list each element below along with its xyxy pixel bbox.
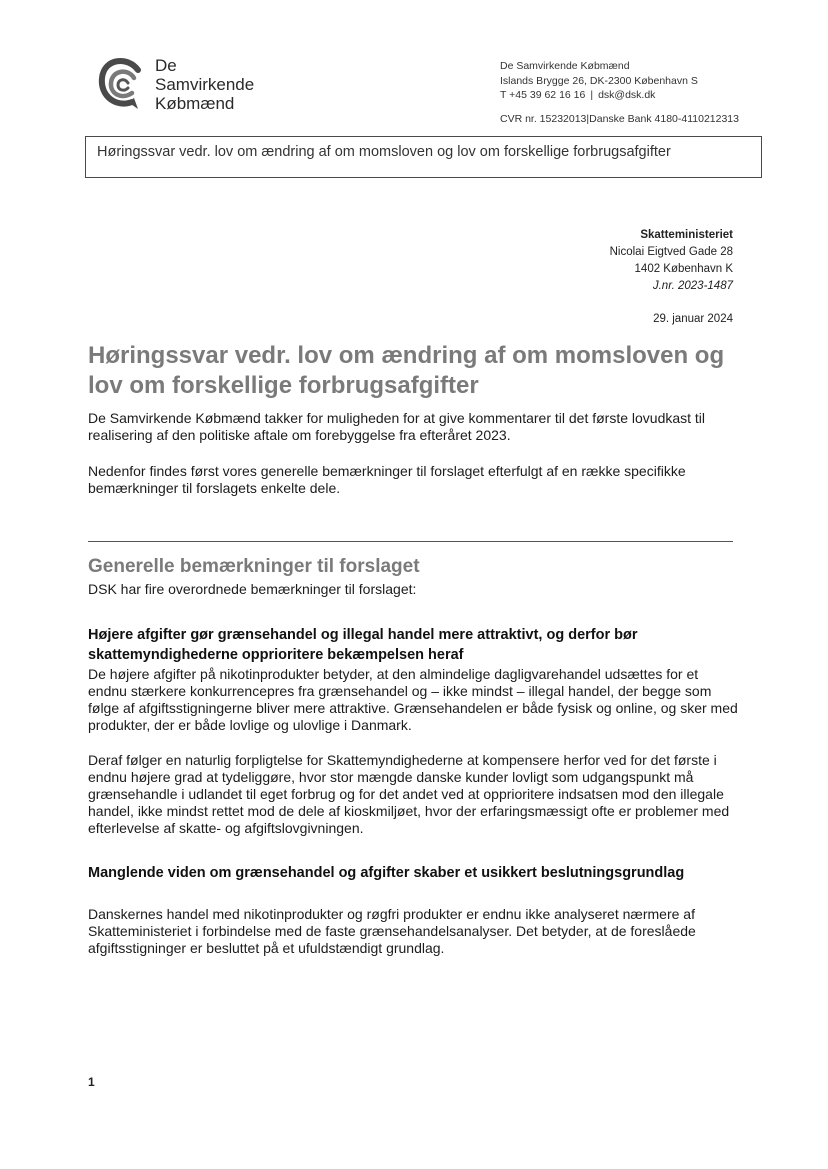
dsk-swirl-logo-icon xyxy=(98,56,144,112)
page-title: Høringssvar vedr. lov om ændring af om momsloven og lov om forskellige forbrugsafgifter xyxy=(88,342,725,399)
sender-registration: CVR nr. 15232013|Danske Bank 4180-4110212313 xyxy=(500,113,739,125)
general-lead: DSK har fire overordnede bemærkninger til forslaget: xyxy=(88,581,417,597)
intro-paragraph-2: Nedenfor findes først vores generelle bemærkninger til forslaget efterfulgt af en række specifikke bemærkninger til forslagets enkelte dele. xyxy=(88,463,686,496)
point-1-paragraph-1: De højere afgifter på nikotinprodukter betyder, at den almindelige dagligvarehandel udsættes for et endnu stærkere konkurrencepres fra grænsehandel og – ikke mindst – illegal handel, der begge som følge af afgiftsstigningerne bliver mere attraktive. Grænsehandelen er både fysisk og online, og sker med produkter, der er både lovlige og ulovlige i Danmark. xyxy=(88,666,738,733)
intro-paragraph-1: De Samvirkende Købmænd takker for muligheden for at give kommentarer til det første lovudkast til realisering af den politiske aftale om forebyggelse fra efteråret 2023. xyxy=(88,410,706,443)
logo-line-3: Købmænd xyxy=(155,94,235,113)
sender-address: Islands Brygge 26, DK-2300 København S xyxy=(500,74,698,87)
sender-block: De Samvirkende Købmænd Islands Brygge 26, DK-2300 København S T +45 39 62 16 16 | dsk@dsk.dk xyxy=(500,60,698,101)
point-1-heading: Højere afgifter gør grænsehandel og illegal handel mere attraktivt, og derfor bør skattemyndighederne opprioritere bekæmpelsen heraf xyxy=(88,627,638,663)
logo-line-2: Samvirkende xyxy=(155,75,255,94)
recipient-org: Skatteministeriet xyxy=(640,229,733,241)
sender-cvr: CVR nr. 15232013 xyxy=(500,113,587,125)
point-2-heading: Manglende viden om grænsehandel og afgifter skaber et usikkert beslutningsgrundlag xyxy=(88,865,685,881)
recipient-city: 1402 København K xyxy=(634,263,733,275)
point-2-paragraph-1: Danskernes handel med nikotinprodukter og røgfri produkter er endnu ikke analyseret nærmere af Skatteministeriet i forbindelse med de faste grænsehandelsanalyser. Det betyder, at de foreslåede afgiftsstigninger er besluttet på et ufuldstændigt grundlag. xyxy=(88,906,696,956)
recipient-street: Nicolai Eigtved Gade 28 xyxy=(609,246,733,258)
letter-date: 29. januar 2024 xyxy=(653,313,733,325)
sender-name: De Samvirkende Købmænd xyxy=(500,60,630,72)
sender-email: dsk@dsk.dk xyxy=(598,89,656,101)
sender-phone: T +45 39 62 16 16 xyxy=(500,89,586,101)
page-number: 1 xyxy=(88,1075,95,1089)
recipient-block xyxy=(610,227,733,295)
section-divider xyxy=(88,541,733,542)
sender-bank: Danske Bank 4180-4110212313 xyxy=(589,113,739,125)
logo-line-1: De xyxy=(155,56,177,75)
recipient-jnr: J.nr. 2023-1487 xyxy=(652,280,733,292)
subject-box: Høringssvar vedr. lov om ændring af om momsloven og lov om forskellige forbrugsafgifter xyxy=(85,136,762,178)
section-title-general: Generelle bemærkninger til forslaget xyxy=(88,556,420,577)
point-1-paragraph-2: Deraf følger en naturlig forpligtelse for Skattemyndighederne at kompensere herfor ved for det første i endnu højere grad at tydeliggøre, hvor stor mængde danske kunder lovligt som udgangspunkt må grænsehandle i udlandet til eget forbrug og for det andet ved at opprioritere indsatsen mod den illegale handel, ikke mindst rettet mod de dele af kioskmiljøet, hvor der erfaringsmæssigt ofte er problemer med efterlevelse af skatte- og afgiftslovgivningen. xyxy=(88,752,730,836)
logo-wordmark xyxy=(155,56,254,113)
